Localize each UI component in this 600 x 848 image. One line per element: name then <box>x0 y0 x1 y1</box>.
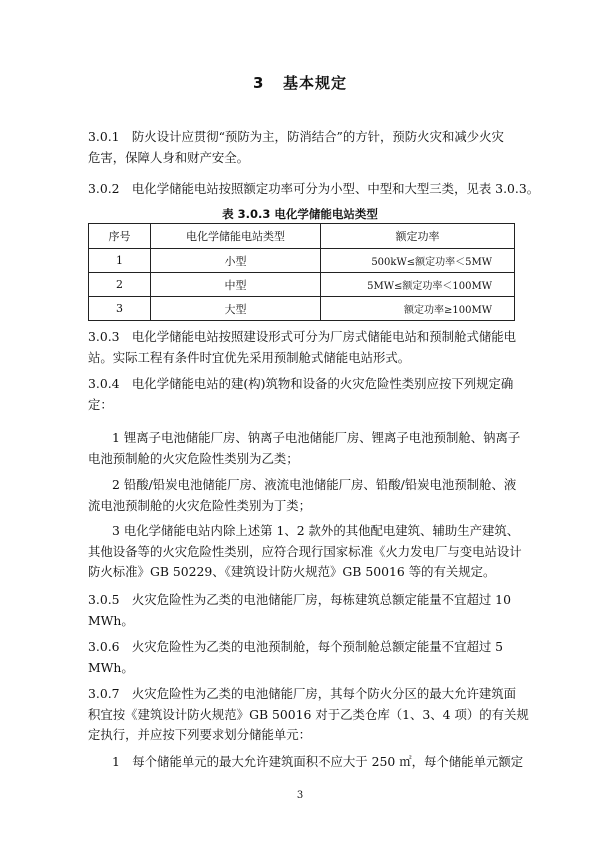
cell-power: 5MW≤额定功率＜100MW <box>321 273 515 297</box>
text-line: 3.0.4 电化学储能电站的建(构)筑物和设备的火灾危险性类别应按下列规定确 <box>88 376 514 391</box>
text-line: 1 每个储能单元的最大允许建筑面积不应大于 250 ㎡，每个储能单元额定 <box>112 754 524 769</box>
table-row <box>89 249 515 273</box>
cell-type: 大型 <box>151 297 321 321</box>
text-line: MWh。 <box>88 612 134 628</box>
text-line: 定： <box>88 396 113 412</box>
text-line: 3.0.5 火灾危险性为乙类的电池储能厂房，每栋建筑总额定能量不宜超过 10 <box>88 592 511 607</box>
clause-3-0-6 <box>88 637 514 678</box>
table-row <box>89 273 515 297</box>
header-index: 序号 <box>89 224 151 249</box>
cell-power: 额定功率≥100MW <box>321 297 515 321</box>
cell-index: 2 <box>89 273 151 297</box>
cell-type: 中型 <box>151 273 321 297</box>
text-line: 3.0.1 防火设计应贯彻“预防为主，防消结合”的方针，预防火灾和减少火灾 <box>88 129 504 144</box>
text-line: 危害，保障人身和财产安全。 <box>88 149 250 165</box>
text-line: 3 电化学储能电站内除上述第 1、2 款外的其他配电建筑、辅助生产建筑、 <box>112 523 520 538</box>
cell-index: 3 <box>89 297 151 321</box>
text-line: 积宜按《建筑设计防火规范》GB 50016 对于乙类仓库（1、3、4 项）的有关规 <box>88 706 529 722</box>
text-line: 其他设备等的火灾危险性类别，应符合现行国家标准《火力发电厂与变电站设计 <box>88 543 522 559</box>
table-row <box>89 297 515 321</box>
text-line: 1 锂离子电池储能厂房、钠离子电池储能厂房、锂离子电池预制舱、钠离子 <box>112 430 521 445</box>
table-caption: 表 3.0.3 电化学储能电站类型 <box>222 207 378 221</box>
clause-3-0-4-item-2 <box>88 475 517 516</box>
chapter-title <box>0 72 600 93</box>
clause-3-0-4-item-3 <box>88 521 522 583</box>
text-line: 定执行，并应按下列要求划分储能单元： <box>88 727 312 742</box>
text-line: 2 铅酸/铅炭电池储能厂房、液流电池储能厂房、铅酸/铅炭电池预制舱、液 <box>112 477 517 492</box>
header-type: 电化学储能电站类型 <box>151 224 321 249</box>
cell-power: 500kW≤额定功率＜5MW <box>321 249 515 273</box>
text-line: 3.0.7 火灾危险性为乙类的电池储能厂房，其每个防火分区的最大允许建筑面 <box>88 686 517 701</box>
clause-3-0-7 <box>88 684 529 746</box>
page-number: 3 <box>296 790 304 801</box>
clause-3-0-2 <box>88 179 540 200</box>
table-header-row <box>89 224 515 249</box>
clause-3-0-5 <box>88 590 514 631</box>
header-power: 额定功率 <box>321 224 515 249</box>
clause-3-0-3 <box>88 327 517 368</box>
text-line: 流电池预制舱的火灾危险性类别为丁类； <box>88 497 312 513</box>
chapter-number: 3 <box>252 74 265 92</box>
text-line: 3.0.6 火灾危险性为乙类的电池预制舱，每个预制舱总额定能量不宜超过 5 <box>88 639 504 654</box>
text-line: 站。实际工程有条件时宜优先采用预制舱式储能电站形式。 <box>88 349 411 365</box>
text-line: 3.0.3 电化学储能电站按照建设形式可分为厂房式储能电站和预制舱式储能电 <box>88 329 517 344</box>
clause-3-0-4-item-1 <box>88 428 521 469</box>
text-line: 3.0.2 电化学储能电站按照额定功率可分为小型、中型和大型三类，见表 3.0.3。 <box>88 181 540 196</box>
clause-3-0-4 <box>88 374 514 415</box>
station-type-table <box>88 223 515 321</box>
text-line: 防火标准》GB 50229、《建筑设计防火规范》GB 50016 等的有关规定。 <box>88 564 496 579</box>
text-line: 电池预制舱的火灾危险性类别为乙类； <box>88 450 299 466</box>
clause-3-0-7-item-1 <box>88 752 524 773</box>
cell-index: 1 <box>89 249 151 273</box>
text-line: MWh。 <box>88 659 134 675</box>
clause-3-0-1 <box>88 127 514 168</box>
chapter-name: 基本规定 <box>283 74 348 92</box>
cell-type: 小型 <box>151 249 321 273</box>
